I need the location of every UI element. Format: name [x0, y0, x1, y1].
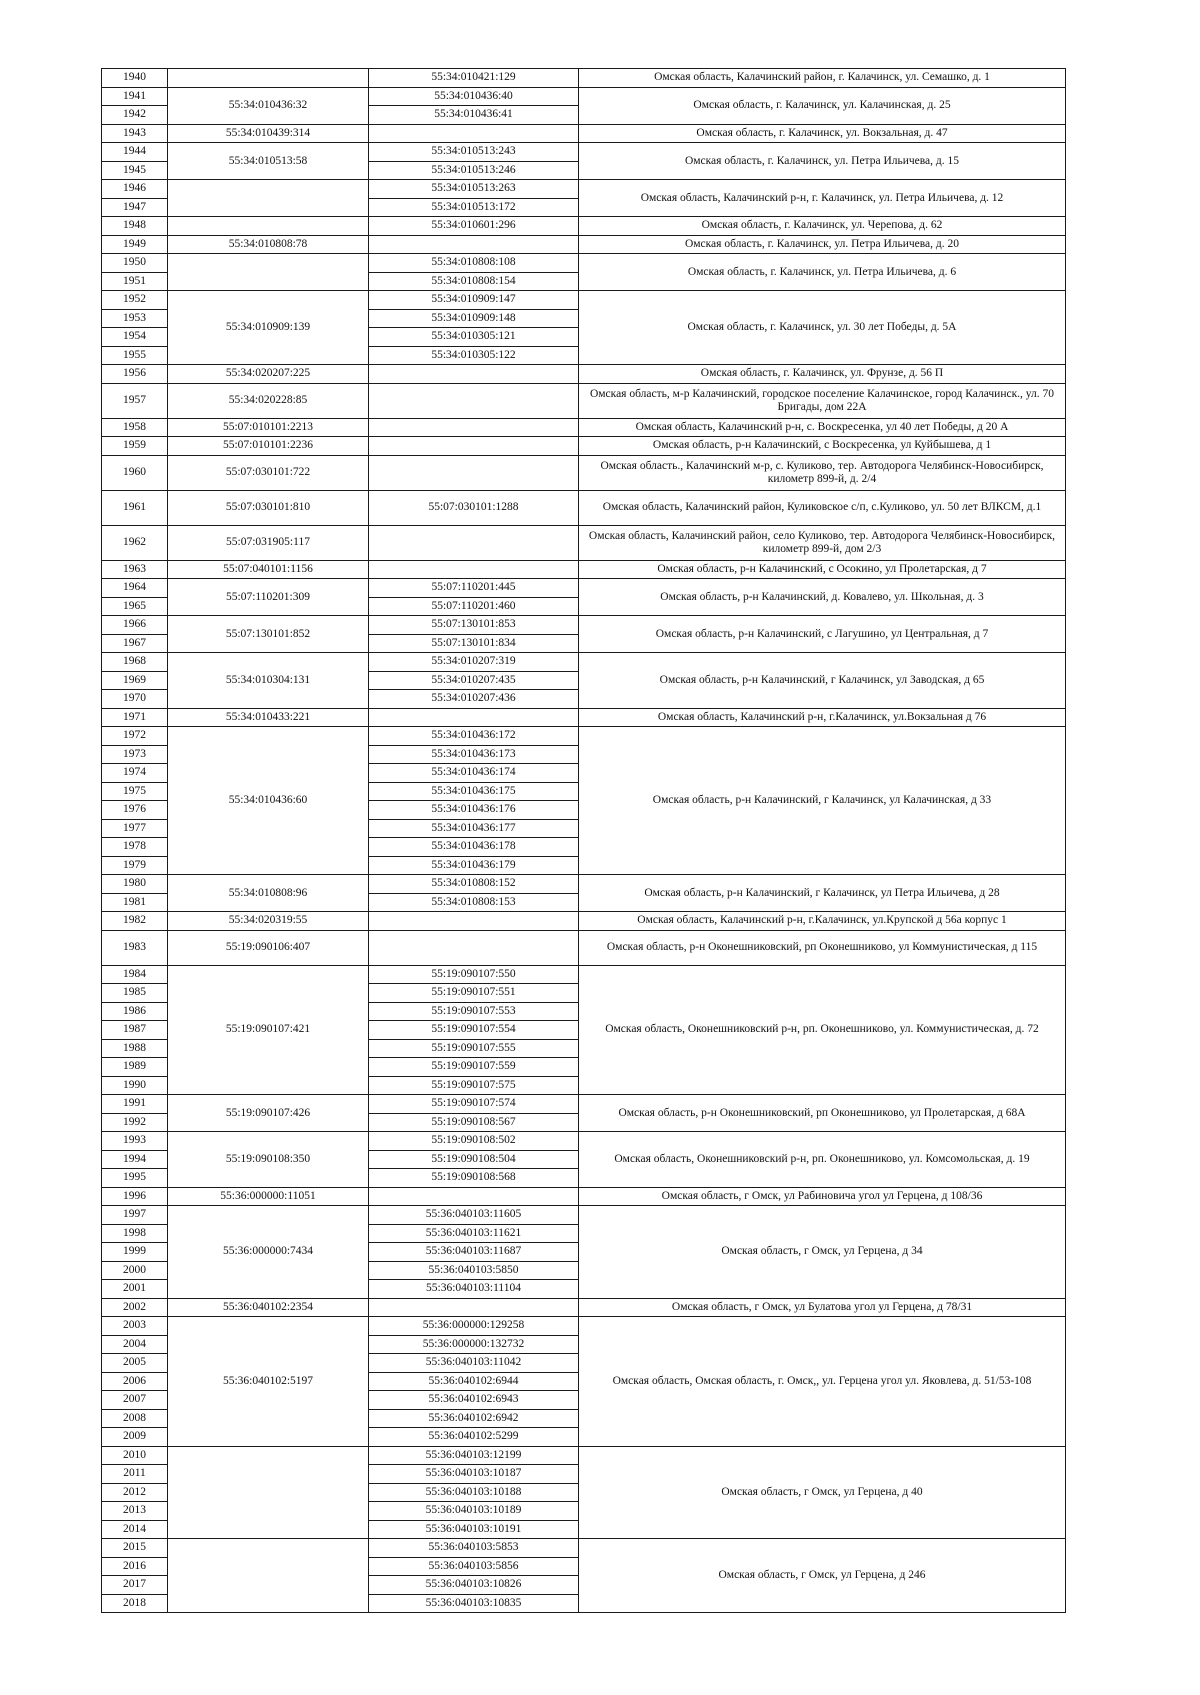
row-number: 2005 — [102, 1354, 168, 1373]
address: Омская область, Калачинский р-н, г. Калачинск, ул. Петра Ильичева, д. 12 — [579, 180, 1066, 217]
object-number — [369, 455, 579, 490]
table-row — [102, 180, 1066, 199]
row-number: 1965 — [102, 597, 168, 616]
table-row — [102, 1298, 1066, 1317]
object-number: 55:36:000000:132732 — [369, 1335, 579, 1354]
object-number: 55:36:040103:11687 — [369, 1243, 579, 1262]
cadastral-number: 55:34:010808:78 — [168, 235, 369, 254]
cadastral-number: 55:34:010439:314 — [168, 124, 369, 143]
row-number: 1989 — [102, 1058, 168, 1077]
object-number: 55:36:000000:129258 — [369, 1317, 579, 1336]
row-number: 2009 — [102, 1428, 168, 1447]
cadastral-number: 55:07:030101:722 — [168, 455, 369, 490]
cadastral-number — [168, 180, 369, 217]
address: Омская область, Калачинский р-н, с. Воскресенка, ул 40 лет Победы, д 20 А — [579, 418, 1066, 437]
cadastral-number: 55:07:031905:117 — [168, 525, 369, 560]
row-number: 1948 — [102, 217, 168, 236]
object-number: 55:34:010513:243 — [369, 143, 579, 162]
address: Омская область, г. Калачинск, ул. Черепова, д. 62 — [579, 217, 1066, 236]
object-number: 55:34:010436:172 — [369, 727, 579, 746]
object-number — [369, 525, 579, 560]
object-number: 55:34:010421:129 — [369, 69, 579, 88]
object-number: 55:36:040103:10835 — [369, 1594, 579, 1613]
row-number: 1960 — [102, 455, 168, 490]
object-number: 55:34:010513:263 — [369, 180, 579, 199]
object-number — [369, 930, 579, 965]
row-number: 2008 — [102, 1409, 168, 1428]
row-number: 1942 — [102, 106, 168, 125]
table-row — [102, 930, 1066, 965]
address: Омская область, Калачинский район, Куликовское с/п, с.Куликово, ул. 50 лет ВЛКСМ, д.1 — [579, 490, 1066, 525]
address: Омская область, р-н Калачинский, г Калачинск, ул Калачинская, д 33 — [579, 727, 1066, 875]
object-number: 55:34:010207:436 — [369, 690, 579, 709]
object-number: 55:19:090107:555 — [369, 1039, 579, 1058]
cadastral-number: 55:36:040102:2354 — [168, 1298, 369, 1317]
row-number: 1944 — [102, 143, 168, 162]
table-row — [102, 455, 1066, 490]
cadastral-number: 55:34:010909:139 — [168, 291, 369, 365]
table-row — [102, 912, 1066, 931]
table-row — [102, 560, 1066, 579]
row-number: 1972 — [102, 727, 168, 746]
object-number: 55:36:040103:5850 — [369, 1261, 579, 1280]
row-number: 1998 — [102, 1224, 168, 1243]
object-number: 55:34:010513:172 — [369, 198, 579, 217]
row-number: 1963 — [102, 560, 168, 579]
cadastral-number: 55:34:010304:131 — [168, 653, 369, 709]
object-number: 55:36:040103:11104 — [369, 1280, 579, 1299]
cadastral-number: 55:07:030101:810 — [168, 490, 369, 525]
table-row — [102, 616, 1066, 635]
address: Омская область, г. Калачинск, ул. Петра Ильичева, д. 15 — [579, 143, 1066, 180]
row-number: 1993 — [102, 1132, 168, 1151]
object-number: 55:34:010601:296 — [369, 217, 579, 236]
row-number: 2011 — [102, 1465, 168, 1484]
row-number: 2002 — [102, 1298, 168, 1317]
object-number: 55:34:010909:148 — [369, 309, 579, 328]
cadastral-number: 55:36:040102:5197 — [168, 1317, 369, 1447]
table-row — [102, 1446, 1066, 1465]
table-row — [102, 1317, 1066, 1336]
row-number: 1959 — [102, 437, 168, 456]
row-number: 1968 — [102, 653, 168, 672]
cadastral-number: 55:19:090107:421 — [168, 965, 369, 1095]
cadastral-number: 55:34:010513:58 — [168, 143, 369, 180]
row-number: 2003 — [102, 1317, 168, 1336]
row-number: 1980 — [102, 875, 168, 894]
cadastral-number: 55:19:090108:350 — [168, 1132, 369, 1188]
row-number: 2006 — [102, 1372, 168, 1391]
row-number: 1969 — [102, 671, 168, 690]
row-number: 1956 — [102, 365, 168, 384]
row-number: 1962 — [102, 525, 168, 560]
row-number: 1971 — [102, 708, 168, 727]
row-number: 1992 — [102, 1113, 168, 1132]
object-number: 55:19:090108:502 — [369, 1132, 579, 1151]
cadastral-number: 55:19:090106:407 — [168, 930, 369, 965]
cadastral-number: 55:07:130101:852 — [168, 616, 369, 653]
object-number: 55:07:110201:445 — [369, 579, 579, 598]
object-number — [369, 708, 579, 727]
address: Омская область, р-н Калачинский, с Воскресенка, ул Куйбышева, д 1 — [579, 437, 1066, 456]
object-number: 55:36:040103:11621 — [369, 1224, 579, 1243]
object-number: 55:34:010808:152 — [369, 875, 579, 894]
address: Омская область, р-н Калачинский, д. Ковалево, ул. Школьная, д. 3 — [579, 579, 1066, 616]
object-number — [369, 124, 579, 143]
object-number: 55:36:040103:11042 — [369, 1354, 579, 1373]
row-number: 1987 — [102, 1021, 168, 1040]
address: Омская область, р-н Калачинский, с Лагушино, ул Центральная, д 7 — [579, 616, 1066, 653]
row-number: 1967 — [102, 634, 168, 653]
row-number: 1986 — [102, 1002, 168, 1021]
object-number: 55:36:040102:6943 — [369, 1391, 579, 1410]
object-number: 55:19:090107:554 — [369, 1021, 579, 1040]
address: Омская область, р-н Калачинский, с Осокино, ул Пролетарская, д 7 — [579, 560, 1066, 579]
address: Омская область, Калачинский район, село Куликово, тер. Автодорога Челябинск-Новосибирск, километр 899-й, дом 2/3 — [579, 525, 1066, 560]
row-number: 1994 — [102, 1150, 168, 1169]
object-number: 55:36:040103:11605 — [369, 1206, 579, 1225]
address: Омская область, Омская область, г. Омск,, ул. Герцена угол ул. Яковлева, д. 51/53-108 — [579, 1317, 1066, 1447]
cadastral-number: 55:07:110201:309 — [168, 579, 369, 616]
row-number: 2013 — [102, 1502, 168, 1521]
row-number: 1966 — [102, 616, 168, 635]
table-row — [102, 579, 1066, 598]
object-number: 55:34:010436:178 — [369, 838, 579, 857]
object-number: 55:19:090107:574 — [369, 1095, 579, 1114]
address: Омская область, Оконешниковский р-н, рп. Оконешниково, ул. Коммунистическая, д. 72 — [579, 965, 1066, 1095]
cadastral-number: 55:07:010101:2213 — [168, 418, 369, 437]
address: Омская область, р-н Оконешниковский, рп Оконешниково, ул Коммунистическая, д 115 — [579, 930, 1066, 965]
cadastral-number — [168, 1539, 369, 1613]
object-number: 55:36:040103:10188 — [369, 1483, 579, 1502]
registry-table — [101, 68, 1066, 1613]
object-number: 55:34:010305:122 — [369, 346, 579, 365]
object-number: 55:19:090108:567 — [369, 1113, 579, 1132]
row-number: 2017 — [102, 1576, 168, 1595]
row-number: 2010 — [102, 1446, 168, 1465]
object-number: 55:07:130101:834 — [369, 634, 579, 653]
object-number: 55:19:090107:550 — [369, 965, 579, 984]
table-row — [102, 727, 1066, 746]
row-number: 1961 — [102, 490, 168, 525]
row-number: 2007 — [102, 1391, 168, 1410]
row-number: 1996 — [102, 1187, 168, 1206]
address: Омская область, г Омск, ул Рабиновича угол ул Герцена, д 108/36 — [579, 1187, 1066, 1206]
row-number: 2016 — [102, 1557, 168, 1576]
row-number: 1983 — [102, 930, 168, 965]
row-number: 1978 — [102, 838, 168, 857]
table-row — [102, 708, 1066, 727]
object-number: 55:19:090107:553 — [369, 1002, 579, 1021]
address: Омская область, р-н Оконешниковский, рп Оконешниково, ул Пролетарская, д 68А — [579, 1095, 1066, 1132]
table-row — [102, 365, 1066, 384]
address: Омская область, р-н Калачинский, г Калачинск, ул Петра Ильичева, д 28 — [579, 875, 1066, 912]
table-row — [102, 1539, 1066, 1558]
cadastral-number: 55:34:010436:60 — [168, 727, 369, 875]
table-row — [102, 418, 1066, 437]
object-number: 55:34:010305:121 — [369, 328, 579, 347]
object-number — [369, 418, 579, 437]
row-number: 1953 — [102, 309, 168, 328]
object-number — [369, 560, 579, 579]
object-number — [369, 1298, 579, 1317]
row-number: 1997 — [102, 1206, 168, 1225]
row-number: 2018 — [102, 1594, 168, 1613]
row-number: 1977 — [102, 819, 168, 838]
row-number: 1991 — [102, 1095, 168, 1114]
object-number: 55:34:010909:147 — [369, 291, 579, 310]
row-number: 1955 — [102, 346, 168, 365]
object-number: 55:34:010808:153 — [369, 893, 579, 912]
object-number: 55:34:010436:173 — [369, 745, 579, 764]
cadastral-number: 55:34:020207:225 — [168, 365, 369, 384]
row-number: 1970 — [102, 690, 168, 709]
cadastral-number: 55:07:040101:1156 — [168, 560, 369, 579]
registry-table-body — [102, 69, 1066, 1613]
table-row — [102, 1187, 1066, 1206]
row-number: 1945 — [102, 161, 168, 180]
table-row — [102, 235, 1066, 254]
row-number: 1988 — [102, 1039, 168, 1058]
object-number: 55:34:010808:154 — [369, 272, 579, 291]
table-row — [102, 490, 1066, 525]
address: Омская область, Калачинский р-н, г.Калачинск, ул.Крупской д 56а корпус 1 — [579, 912, 1066, 931]
registry-sheet — [101, 68, 1065, 1613]
table-row — [102, 1206, 1066, 1225]
row-number: 2000 — [102, 1261, 168, 1280]
row-number: 1999 — [102, 1243, 168, 1262]
row-number: 1982 — [102, 912, 168, 931]
object-number: 55:36:040103:5853 — [369, 1539, 579, 1558]
address: Омская область, г. Калачинск, ул. 30 лет Победы, д. 5А — [579, 291, 1066, 365]
cadastral-number — [168, 217, 369, 236]
table-row — [102, 525, 1066, 560]
table-row — [102, 383, 1066, 418]
cadastral-number: 55:07:010101:2236 — [168, 437, 369, 456]
table-row — [102, 437, 1066, 456]
cadastral-number: 55:34:010808:96 — [168, 875, 369, 912]
row-number: 1976 — [102, 801, 168, 820]
row-number: 1979 — [102, 856, 168, 875]
object-number: 55:36:040103:10187 — [369, 1465, 579, 1484]
row-number: 2001 — [102, 1280, 168, 1299]
object-number: 55:19:090108:568 — [369, 1169, 579, 1188]
object-number: 55:36:040102:5299 — [369, 1428, 579, 1447]
object-number: 55:34:010436:176 — [369, 801, 579, 820]
address: Омская область, г Омск, ул Герцена, д 40 — [579, 1446, 1066, 1539]
row-number: 1952 — [102, 291, 168, 310]
cadastral-number: 55:36:000000:7434 — [168, 1206, 369, 1299]
table-row — [102, 143, 1066, 162]
row-number: 1940 — [102, 69, 168, 88]
object-number: 55:36:040103:10826 — [369, 1576, 579, 1595]
object-number: 55:36:040102:6942 — [369, 1409, 579, 1428]
object-number — [369, 365, 579, 384]
object-number: 55:36:040102:6944 — [369, 1372, 579, 1391]
row-number: 1957 — [102, 383, 168, 418]
cadastral-number: 55:34:010436:32 — [168, 87, 369, 124]
row-number: 1981 — [102, 893, 168, 912]
table-row — [102, 69, 1066, 88]
object-number: 55:34:010436:177 — [369, 819, 579, 838]
object-number — [369, 437, 579, 456]
address: Омская область, р-н Калачинский, г Калачинск, ул Заводская, д 65 — [579, 653, 1066, 709]
row-number: 1950 — [102, 254, 168, 273]
cadastral-number — [168, 254, 369, 291]
row-number: 1958 — [102, 418, 168, 437]
address: Омская область, Калачинский р-н, г.Калачинск, ул.Вокзальная д 76 — [579, 708, 1066, 727]
object-number: 55:34:010436:179 — [369, 856, 579, 875]
row-number: 1946 — [102, 180, 168, 199]
object-number: 55:19:090107:559 — [369, 1058, 579, 1077]
row-number: 2015 — [102, 1539, 168, 1558]
cadastral-number: 55:36:000000:11051 — [168, 1187, 369, 1206]
row-number: 1964 — [102, 579, 168, 598]
object-number: 55:34:010436:41 — [369, 106, 579, 125]
row-number: 1943 — [102, 124, 168, 143]
object-number: 55:07:110201:460 — [369, 597, 579, 616]
object-number: 55:36:040103:12199 — [369, 1446, 579, 1465]
address: Омская область, г. Калачинск, ул. Вокзальная, д. 47 — [579, 124, 1066, 143]
object-number: 55:07:030101:1288 — [369, 490, 579, 525]
address: Омская область, г Омск, ул Герцена, д 34 — [579, 1206, 1066, 1299]
object-number: 55:36:040103:10191 — [369, 1520, 579, 1539]
object-number — [369, 1187, 579, 1206]
table-row — [102, 1132, 1066, 1151]
object-number: 55:34:010207:435 — [369, 671, 579, 690]
object-number: 55:36:040103:10189 — [369, 1502, 579, 1521]
address: Омская область, г. Калачинск, ул. Петра Ильичева, д. 20 — [579, 235, 1066, 254]
object-number: 55:19:090107:551 — [369, 984, 579, 1003]
table-row — [102, 653, 1066, 672]
address: Омская область, Калачинский район, г. Калачинск, ул. Семашко, д. 1 — [579, 69, 1066, 88]
cadastral-number: 55:34:010433:221 — [168, 708, 369, 727]
object-number: 55:07:130101:853 — [369, 616, 579, 635]
object-number: 55:34:010513:246 — [369, 161, 579, 180]
address: Омская область, г Омск, ул Булатова угол ул Герцена, д 78/31 — [579, 1298, 1066, 1317]
object-number — [369, 235, 579, 254]
address: Омская область, м-р Калачинский, городское поселение Калачинское, город Калачинск., ул. 70 Бригады, дом 22А — [579, 383, 1066, 418]
table-row — [102, 254, 1066, 273]
row-number: 1985 — [102, 984, 168, 1003]
address: Омская область, г. Калачинск, ул. Фрунзе, д. 56 П — [579, 365, 1066, 384]
address: Омская область, г. Калачинск, ул. Петра Ильичева, д. 6 — [579, 254, 1066, 291]
object-number: 55:34:010436:175 — [369, 782, 579, 801]
cadastral-number: 55:34:020228:85 — [168, 383, 369, 418]
table-row — [102, 87, 1066, 106]
table-row — [102, 217, 1066, 236]
row-number: 1954 — [102, 328, 168, 347]
row-number: 1973 — [102, 745, 168, 764]
cadastral-number — [168, 69, 369, 88]
row-number: 1995 — [102, 1169, 168, 1188]
object-number: 55:34:010808:108 — [369, 254, 579, 273]
table-row — [102, 124, 1066, 143]
address: Омская область., Калачинский м-р, с. Куликово, тер. Автодорога Челябинск-Новосибирск, километр 899-й, д. 2/4 — [579, 455, 1066, 490]
row-number: 1984 — [102, 965, 168, 984]
row-number: 1949 — [102, 235, 168, 254]
row-number: 1947 — [102, 198, 168, 217]
address: Омская область, г. Калачинск, ул. Калачинская, д. 25 — [579, 87, 1066, 124]
row-number: 1990 — [102, 1076, 168, 1095]
table-row — [102, 1095, 1066, 1114]
row-number: 1975 — [102, 782, 168, 801]
table-row — [102, 965, 1066, 984]
table-row — [102, 291, 1066, 310]
address: Омская область, Оконешниковский р-н, рп. Оконешниково, ул. Комсомольская, д. 19 — [579, 1132, 1066, 1188]
object-number: 55:19:090108:504 — [369, 1150, 579, 1169]
object-number — [369, 383, 579, 418]
address: Омская область, г Омск, ул Герцена, д 246 — [579, 1539, 1066, 1613]
cadastral-number: 55:19:090107:426 — [168, 1095, 369, 1132]
object-number: 55:19:090107:575 — [369, 1076, 579, 1095]
row-number: 1941 — [102, 87, 168, 106]
object-number: 55:34:010436:40 — [369, 87, 579, 106]
object-number — [369, 912, 579, 931]
row-number: 2012 — [102, 1483, 168, 1502]
object-number: 55:34:010436:174 — [369, 764, 579, 783]
row-number: 2014 — [102, 1520, 168, 1539]
cadastral-number: 55:34:020319:55 — [168, 912, 369, 931]
row-number: 2004 — [102, 1335, 168, 1354]
object-number: 55:36:040103:5856 — [369, 1557, 579, 1576]
object-number: 55:34:010207:319 — [369, 653, 579, 672]
cadastral-number — [168, 1446, 369, 1539]
row-number: 1974 — [102, 764, 168, 783]
table-row — [102, 875, 1066, 894]
row-number: 1951 — [102, 272, 168, 291]
